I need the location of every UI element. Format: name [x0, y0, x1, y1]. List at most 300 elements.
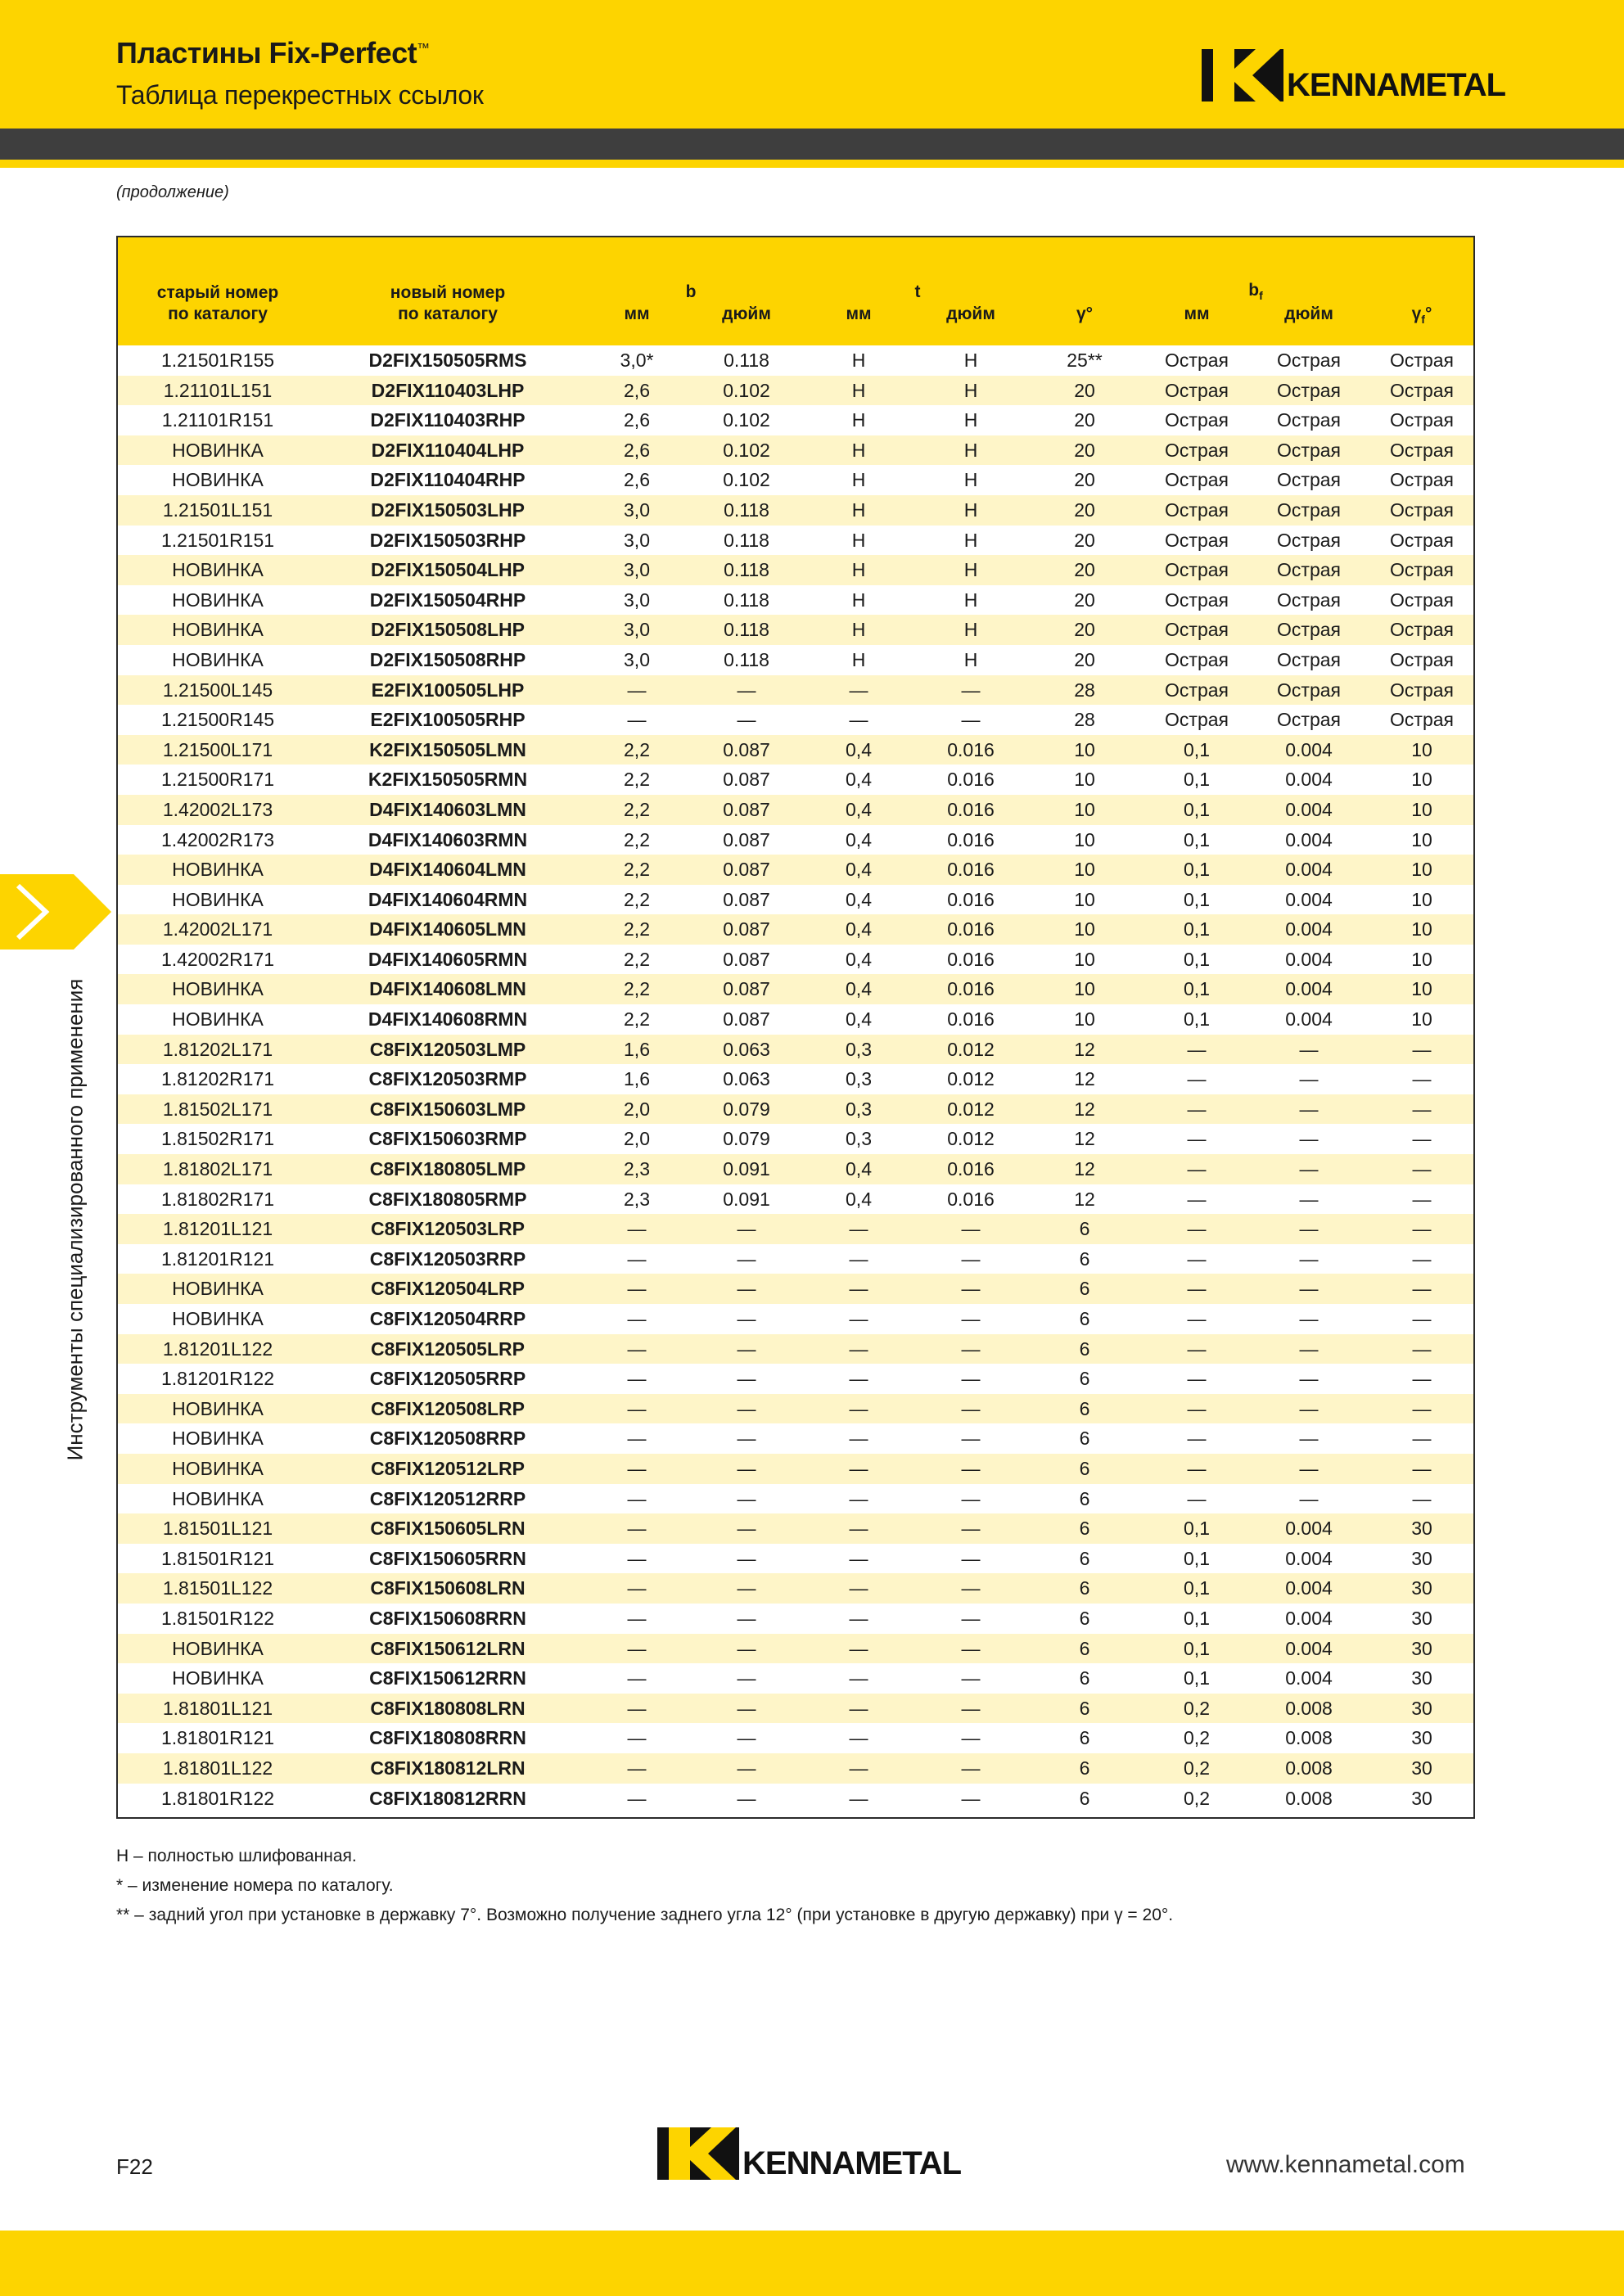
cell-gamma-f: Острая: [1390, 469, 1454, 491]
cell-b-mm: —: [627, 1727, 647, 1749]
cell-bf-mm: —: [1187, 1218, 1207, 1240]
cell-b-inch: —: [737, 1487, 756, 1509]
cell-gamma-f: 30: [1411, 1637, 1432, 1659]
cell-t-mm: H: [851, 648, 866, 670]
cell-bf-mm: Острая: [1165, 469, 1229, 491]
cell-gamma: 20: [1074, 379, 1095, 401]
cell-t-inch: 0.016: [947, 1008, 995, 1031]
cell-t-mm: —: [849, 1667, 868, 1689]
page-title: Пластины Fix-Perfect™: [116, 36, 430, 70]
cell-t-inch: —: [961, 1457, 981, 1479]
cell-old-catalog-number: НОВИНКА: [172, 1428, 264, 1450]
cell-t-mm: —: [849, 1547, 868, 1569]
cell-gamma: 6: [1079, 1577, 1090, 1599]
cell-bf-mm: —: [1187, 1188, 1207, 1210]
cell-old-catalog-number: 1.21101R151: [161, 409, 274, 431]
cell-bf-mm: Острая: [1165, 498, 1229, 521]
table-row: [118, 1184, 1473, 1215]
cell-t-mm: 0,3: [846, 1098, 872, 1120]
cell-t-inch: —: [961, 1757, 981, 1779]
cell-b-mm: —: [627, 1397, 647, 1419]
cell-old-catalog-number: 1.81801L121: [162, 1697, 273, 1719]
table-body: [118, 345, 1473, 1813]
cell-gamma: 12: [1074, 1188, 1095, 1210]
cell-new-catalog-number: C8FIX150605LRN: [370, 1518, 526, 1540]
cell-old-catalog-number: 1.21501L151: [162, 498, 273, 521]
logo-wordmark: KENNAMETAL: [1287, 67, 1506, 103]
cell-b-mm: 2,0: [624, 1098, 650, 1120]
cell-t-inch: 0.016: [947, 948, 995, 970]
table-row: [118, 1274, 1473, 1304]
header-b-inch: дюйм: [722, 304, 771, 323]
cell-t-inch: —: [961, 1247, 981, 1270]
cell-bf-mm: 0,1: [1184, 1547, 1210, 1569]
table-row: [118, 675, 1473, 706]
cell-old-catalog-number: 1.81201L121: [162, 1218, 273, 1240]
cell-b-inch: —: [737, 1218, 756, 1240]
cell-gamma-f: Острая: [1390, 679, 1454, 701]
cell-t-inch: —: [961, 1727, 981, 1749]
cell-b-inch: 0.063: [723, 1068, 770, 1090]
cell-bf-inch: 0.004: [1285, 738, 1333, 760]
cell-gamma: 6: [1079, 1637, 1090, 1659]
header-t-inch: дюйм: [946, 304, 995, 323]
cell-b-inch: 0.118: [724, 350, 769, 371]
cell-gamma-f: 10: [1411, 798, 1432, 820]
cell-t-inch: —: [961, 709, 981, 731]
cell-gamma-f: —: [1412, 1278, 1432, 1300]
cell-t-inch: —: [961, 1337, 981, 1360]
cell-gamma: 6: [1079, 1487, 1090, 1509]
cell-t-mm: 0,4: [846, 798, 872, 820]
cell-t-inch: —: [961, 1368, 981, 1390]
cell-new-catalog-number: C8FIX150608LRN: [370, 1577, 526, 1599]
cell-b-inch: 0.079: [723, 1128, 770, 1150]
cell-gamma-f: —: [1412, 1188, 1432, 1210]
cell-t-inch: H: [963, 619, 978, 641]
cell-t-mm: —: [849, 1247, 868, 1270]
cell-b-inch: 0.087: [723, 888, 770, 910]
cell-gamma: 20: [1074, 498, 1095, 521]
header-gamma-f: $\gamma_f^\circ$: [1411, 304, 1432, 327]
logo-wordmark: KENNAMETAL: [742, 2145, 962, 2181]
cell-bf-inch: —: [1299, 1337, 1319, 1360]
cell-new-catalog-number: D2FIX150503RHP: [369, 529, 526, 551]
cell-old-catalog-number: 1.42002R171: [160, 948, 275, 970]
table-row: [118, 1214, 1473, 1244]
cell-b-mm: —: [627, 709, 647, 731]
cell-t-mm: —: [849, 1397, 868, 1419]
cell-b-inch: —: [737, 1518, 756, 1540]
header-bf-inch: дюйм: [1284, 304, 1333, 323]
cell-b-mm: —: [627, 1218, 647, 1240]
cell-t-mm: —: [849, 1518, 868, 1540]
cell-gamma: 6: [1079, 1667, 1090, 1689]
cross-reference-table: [116, 236, 1475, 1819]
page-number: F22: [116, 2154, 153, 2179]
cell-t-mm: —: [849, 1697, 868, 1719]
cell-t-mm: —: [849, 1308, 868, 1329]
cell-t-inch: H: [963, 559, 978, 581]
cell-gamma-f: Острая: [1390, 709, 1454, 731]
cell-bf-inch: —: [1299, 1428, 1319, 1450]
cell-old-catalog-number: НОВИНКА: [172, 619, 264, 641]
cell-gamma: 10: [1074, 978, 1095, 1000]
cell-b-inch: 0.087: [723, 978, 770, 1000]
cell-old-catalog-number: 1.81202L171: [162, 1038, 273, 1060]
cell-t-mm: H: [851, 619, 866, 641]
cell-t-mm: 0,4: [846, 978, 872, 1000]
table-row: [118, 1753, 1473, 1784]
cell-b-mm: 2,6: [624, 409, 650, 431]
cell-gamma: 10: [1074, 859, 1095, 881]
cell-old-catalog-number: 1.81501R122: [160, 1607, 275, 1629]
cell-b-inch: —: [737, 1697, 756, 1719]
table-row: [118, 555, 1473, 585]
cell-t-mm: 0,4: [846, 1188, 872, 1210]
cell-old-catalog-number: 1.21101L151: [163, 379, 273, 401]
footnote-h: H – полностью шлифованная.: [116, 1847, 357, 1865]
cell-b-mm: 2,3: [624, 1188, 650, 1210]
cell-bf-inch: 0.004: [1285, 948, 1333, 970]
table-row: [118, 974, 1473, 1004]
cell-bf-inch: 0.004: [1285, 798, 1333, 820]
cell-t-mm: 0,4: [846, 948, 872, 970]
cell-new-catalog-number: E2FIX100505LHP: [371, 679, 525, 701]
cell-old-catalog-number: 1.81501L121: [162, 1518, 273, 1540]
cell-gamma-f: —: [1412, 1428, 1432, 1450]
cell-gamma-f: —: [1412, 1128, 1432, 1150]
cell-new-catalog-number: D4FIX140603RMN: [368, 828, 528, 850]
cell-gamma: 20: [1074, 439, 1095, 461]
cell-gamma: 10: [1074, 798, 1095, 820]
cell-new-catalog-number: D2FIX150503LHP: [371, 498, 525, 521]
cell-old-catalog-number: 1.42002R173: [160, 828, 275, 850]
cell-old-catalog-number: 1.21500L171: [162, 738, 273, 760]
cell-gamma: 20: [1074, 469, 1095, 491]
cell-old-catalog-number: НОВИНКА: [172, 859, 264, 881]
cell-old-catalog-number: 1.21501R151: [160, 529, 275, 551]
cell-gamma-f: Острая: [1390, 589, 1454, 611]
cell-t-mm: —: [849, 1607, 868, 1629]
cell-bf-inch: 0.004: [1285, 888, 1333, 910]
cell-old-catalog-number: НОВИНКА: [172, 589, 264, 611]
cell-gamma-f: Острая: [1390, 409, 1454, 431]
cell-b-inch: —: [737, 1368, 756, 1390]
cell-gamma: 12: [1074, 1128, 1095, 1150]
cell-gamma: 28: [1074, 709, 1095, 731]
cell-t-mm: H: [851, 529, 866, 551]
cell-old-catalog-number: НОВИНКА: [172, 1278, 264, 1300]
table-row: [118, 765, 1473, 795]
cell-new-catalog-number: D2FIX110404LHP: [371, 439, 525, 461]
cell-bf-inch: 0.004: [1285, 918, 1333, 941]
table-row: [118, 885, 1473, 915]
cell-bf-mm: 0,1: [1184, 738, 1210, 760]
cell-gamma-f: 10: [1411, 918, 1432, 941]
cell-bf-inch: 0.004: [1285, 1008, 1333, 1031]
cell-b-mm: 2,3: [624, 1158, 650, 1180]
cell-bf-inch: —: [1299, 1487, 1319, 1509]
cell-old-catalog-number: 1.81801L122: [162, 1757, 273, 1779]
cell-bf-mm: —: [1187, 1038, 1207, 1060]
cell-bf-mm: Острая: [1165, 619, 1229, 641]
cell-gamma: 6: [1079, 1247, 1090, 1270]
cell-b-inch: —: [737, 679, 756, 701]
cell-b-mm: —: [627, 1278, 647, 1300]
cell-bf-inch: —: [1299, 1247, 1319, 1270]
section-chevron-icon: [0, 874, 111, 954]
cell-gamma-f: —: [1412, 1368, 1432, 1390]
header-bf-mm: мм: [1184, 304, 1210, 323]
cell-t-mm: —: [849, 1337, 868, 1360]
cell-bf-inch: —: [1299, 1128, 1319, 1150]
cell-gamma: 10: [1074, 948, 1095, 970]
cell-b-mm: 2,6: [624, 469, 650, 491]
cell-t-mm: H: [851, 559, 866, 581]
cell-new-catalog-number: C8FIX180812RRN: [369, 1787, 526, 1809]
cell-bf-mm: Острая: [1165, 559, 1229, 581]
cell-bf-inch: Острая: [1277, 589, 1341, 611]
cell-bf-mm: —: [1187, 1487, 1207, 1509]
cell-b-inch: —: [737, 1577, 756, 1599]
cell-new-catalog-number: D4FIX140603LMN: [369, 798, 526, 820]
cell-t-mm: 0,4: [846, 1158, 872, 1180]
cell-b-inch: 0.087: [723, 918, 770, 941]
table-row: [118, 1694, 1473, 1724]
cell-bf-inch: 0.008: [1285, 1757, 1333, 1779]
cell-gamma-f: 10: [1411, 888, 1432, 910]
cell-t-mm: —: [849, 1218, 868, 1240]
cell-gamma-f: 10: [1411, 769, 1432, 791]
table-row: [118, 795, 1473, 825]
cell-bf-inch: 0.004: [1285, 859, 1333, 881]
cell-new-catalog-number: D2FIX150505RMS: [368, 350, 527, 371]
cell-t-inch: H: [963, 589, 978, 611]
website-link[interactable]: www.kennametal.com: [1226, 2151, 1465, 2178]
cell-b-mm: —: [627, 1667, 647, 1689]
cell-b-mm: —: [627, 1457, 647, 1479]
table-row: [118, 1124, 1473, 1154]
cell-old-catalog-number: 1.81201L122: [162, 1337, 273, 1360]
cell-gamma-f: —: [1412, 1098, 1432, 1120]
cell-old-catalog-number: 1.81201R122: [160, 1368, 275, 1390]
cell-gamma: 25**: [1067, 350, 1103, 371]
cell-gamma-f: —: [1412, 1068, 1432, 1090]
table-row: [118, 1394, 1473, 1424]
cell-b-mm: —: [627, 1787, 647, 1809]
cell-t-inch: H: [963, 469, 978, 491]
cell-bf-inch: Острая: [1277, 709, 1341, 731]
cell-bf-inch: Острая: [1277, 379, 1341, 401]
table-row: [118, 1304, 1473, 1334]
cell-b-mm: 2,6: [624, 379, 650, 401]
table-row: [118, 435, 1473, 466]
table-row: [118, 825, 1473, 855]
cell-new-catalog-number: D4FIX140608RMN: [368, 1008, 528, 1031]
cell-new-catalog-number: C8FIX120503RRP: [369, 1247, 526, 1270]
table-row: [118, 855, 1473, 885]
cell-bf-mm: Острая: [1165, 409, 1229, 431]
cell-t-mm: —: [849, 1727, 868, 1749]
cell-new-catalog-number: C8FIX180812LRN: [370, 1757, 526, 1779]
table-row: [118, 1004, 1473, 1035]
cell-gamma-f: 30: [1411, 1577, 1432, 1599]
cell-bf-mm: —: [1187, 1068, 1207, 1090]
cell-t-mm: H: [851, 409, 866, 431]
cell-gamma-f: 30: [1411, 1607, 1432, 1629]
cell-new-catalog-number: C8FIX120504RRP: [369, 1308, 526, 1329]
cell-bf-inch: —: [1299, 1188, 1319, 1210]
header-old-catalog-number: старый номер по каталогу: [156, 283, 279, 323]
cell-b-inch: 0.102: [723, 439, 770, 461]
cell-b-mm: 3,0: [624, 498, 650, 521]
cell-bf-inch: 0.008: [1285, 1787, 1333, 1809]
cell-gamma-f: —: [1412, 1487, 1432, 1509]
cell-new-catalog-number: C8FIX120505LRP: [371, 1337, 525, 1360]
table-row: [118, 1723, 1473, 1753]
cell-t-inch: H: [963, 529, 978, 551]
cell-t-inch: H: [963, 498, 978, 521]
cell-gamma: 6: [1079, 1337, 1090, 1360]
cell-b-inch: 0.091: [723, 1188, 770, 1210]
cell-b-mm: —: [627, 1518, 647, 1540]
cell-old-catalog-number: НОВИНКА: [172, 648, 264, 670]
cell-gamma-f: —: [1412, 1308, 1432, 1329]
cell-new-catalog-number: C8FIX180805LMP: [369, 1158, 526, 1180]
cell-new-catalog-number: C8FIX150612LRN: [370, 1637, 526, 1659]
cell-gamma-f: —: [1412, 1337, 1432, 1360]
cell-bf-inch: 0.008: [1285, 1727, 1333, 1749]
cell-t-mm: —: [849, 1637, 868, 1659]
cell-t-inch: —: [961, 1428, 981, 1450]
cell-t-inch: 0.012: [947, 1128, 995, 1150]
cell-b-mm: —: [627, 679, 647, 701]
cell-t-inch: 0.012: [947, 1068, 995, 1090]
cell-old-catalog-number: НОВИНКА: [172, 1397, 264, 1419]
cell-new-catalog-number: C8FIX180805RMP: [368, 1188, 527, 1210]
header-bf: $b_f$: [1248, 281, 1263, 303]
table-row: [118, 1663, 1473, 1694]
cell-bf-mm: —: [1187, 1128, 1207, 1150]
cell-t-mm: 0,4: [846, 828, 872, 850]
cell-gamma: 20: [1074, 409, 1095, 431]
header-yellow-stripe: [0, 160, 1624, 168]
header-b: b: [685, 282, 697, 301]
cell-old-catalog-number: 1.81501R121: [160, 1547, 275, 1569]
cell-t-inch: —: [961, 1518, 981, 1540]
cell-t-inch: —: [961, 1607, 981, 1629]
cell-b-mm: 3,0: [624, 619, 650, 641]
table-row: [118, 1423, 1473, 1454]
cell-b-inch: 0.087: [723, 828, 770, 850]
cell-t-inch: H: [963, 439, 978, 461]
cell-old-catalog-number: НОВИНКА: [172, 1457, 264, 1479]
cell-t-inch: —: [961, 1547, 981, 1569]
cell-t-inch: —: [961, 1637, 981, 1659]
cell-b-inch: —: [737, 1457, 756, 1479]
table-row: [118, 1634, 1473, 1664]
cell-t-inch: 0.016: [947, 828, 995, 850]
table-row: [118, 1334, 1473, 1365]
cell-bf-inch: —: [1299, 1218, 1319, 1240]
cell-t-mm: H: [851, 589, 866, 611]
cell-old-catalog-number: НОВИНКА: [172, 1008, 264, 1031]
cell-new-catalog-number: E2FIX100505RHP: [370, 709, 526, 731]
cell-bf-mm: 0,1: [1184, 1667, 1210, 1689]
cell-old-catalog-number: 1.81802R171: [160, 1188, 275, 1210]
cell-bf-inch: —: [1299, 1158, 1319, 1180]
cell-b-inch: 0.102: [723, 409, 770, 431]
cell-b-mm: —: [627, 1247, 647, 1270]
cell-bf-mm: 0,1: [1184, 769, 1210, 791]
cell-gamma-f: Острая: [1390, 498, 1454, 521]
side-section-label: Инструменты специализированного применения: [62, 978, 88, 1461]
cell-t-mm: 0,4: [846, 918, 872, 941]
cell-new-catalog-number: D4FIX140604RMN: [368, 888, 528, 910]
cell-b-mm: 2,2: [624, 859, 650, 881]
cell-t-mm: —: [849, 1428, 868, 1450]
cell-bf-mm: 0,1: [1184, 888, 1210, 910]
footnotes: [116, 1842, 1173, 1930]
cell-t-mm: H: [851, 498, 866, 521]
cell-gamma: 20: [1074, 529, 1095, 551]
kennametal-k-icon: [1202, 49, 1283, 101]
cell-bf-mm: Острая: [1165, 679, 1229, 701]
cell-bf-inch: Острая: [1277, 498, 1341, 521]
cell-bf-mm: Острая: [1165, 589, 1229, 611]
cell-bf-mm: 0,1: [1184, 1607, 1210, 1629]
cell-t-inch: 0.016: [947, 918, 995, 941]
cell-bf-mm: 0,1: [1184, 798, 1210, 820]
cell-bf-mm: —: [1187, 1158, 1207, 1180]
cell-new-catalog-number: C8FIX120503LMP: [369, 1038, 526, 1060]
cell-gamma: 6: [1079, 1308, 1090, 1329]
cell-bf-inch: —: [1299, 1397, 1319, 1419]
cell-gamma-f: 30: [1411, 1667, 1432, 1689]
table-row: [118, 1454, 1473, 1484]
table-row: [118, 1064, 1473, 1094]
cell-b-inch: —: [737, 1428, 756, 1450]
cell-gamma: 6: [1079, 1697, 1090, 1719]
table-row: [118, 1154, 1473, 1184]
cell-b-inch: —: [737, 1337, 756, 1360]
cell-gamma: 10: [1074, 918, 1095, 941]
cell-gamma: 20: [1074, 559, 1095, 581]
cell-b-inch: 0.118: [724, 648, 769, 670]
continuation-note: (продолжение): [116, 183, 229, 201]
cell-bf-inch: Острая: [1277, 409, 1341, 431]
cell-b-mm: 1,6: [624, 1038, 650, 1060]
cell-b-inch: 0.087: [723, 738, 770, 760]
kennametal-logo: [1202, 49, 1505, 101]
cell-new-catalog-number: C8FIX120503LRP: [371, 1218, 525, 1240]
cell-gamma: 20: [1074, 589, 1095, 611]
cell-t-inch: —: [961, 1787, 981, 1809]
cell-old-catalog-number: 1.81801R121: [160, 1727, 275, 1749]
cell-new-catalog-number: D2FIX110404RHP: [370, 469, 526, 491]
cell-new-catalog-number: C8FIX120504LRP: [371, 1278, 525, 1300]
cell-gamma: 6: [1079, 1547, 1090, 1569]
cell-b-inch: —: [737, 709, 756, 731]
cell-t-inch: 0.012: [947, 1038, 995, 1060]
cell-bf-mm: Острая: [1165, 529, 1229, 551]
cell-new-catalog-number: C8FIX150603RMP: [368, 1128, 527, 1150]
cell-b-mm: 2,2: [624, 918, 650, 941]
cell-t-inch: 0.016: [947, 888, 995, 910]
cell-bf-mm: 0,2: [1184, 1757, 1210, 1779]
cell-gamma-f: 30: [1411, 1547, 1432, 1569]
